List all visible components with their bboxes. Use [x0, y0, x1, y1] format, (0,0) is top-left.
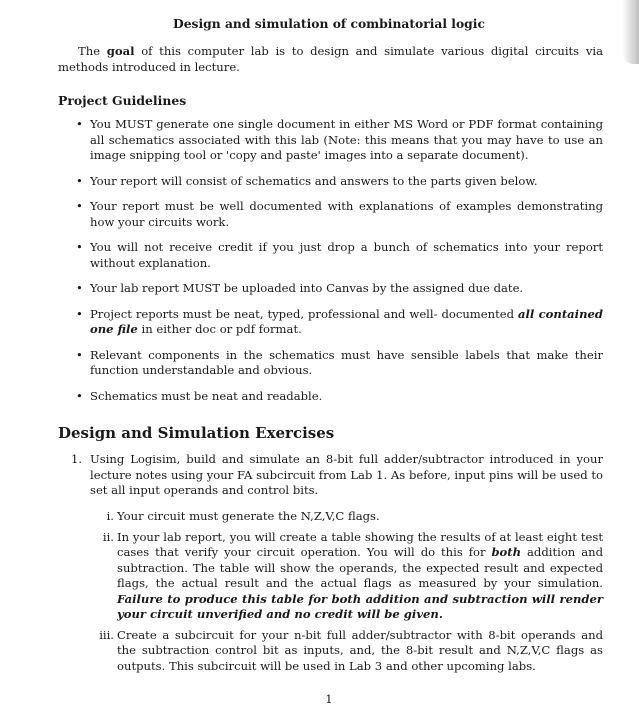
subitem-text: Your circuit must generate the N,Z,V,C flags. — [117, 509, 380, 523]
guideline-item — [58, 199, 603, 230]
intro-pre: The — [78, 44, 107, 58]
guideline-text: Relevant components in the schematics must have sensible labels that make their function understandable and obvious. — [90, 347, 603, 377]
scrollbar-edge — [622, 0, 639, 64]
bullet-icon: • — [76, 173, 83, 188]
subitem-warning: Failure to produce this table for both addition and subtraction will render your circuit unverified and no credit will be given. — [117, 591, 603, 621]
guideline-item — [58, 240, 603, 271]
subitem-i — [96, 509, 603, 525]
subitem-text: In your lab report, you will create a table showing the results of at least eight test cases that verify your circuit operation. You will do this for — [117, 529, 603, 559]
intro-post: of this computer lab is to design and simulate various digital circuits via methods introduced in lecture. — [58, 44, 603, 74]
exercises-heading: Design and Simulation Exercises — [58, 424, 335, 442]
bullet-icon: • — [76, 347, 83, 362]
page-title: Design and simulation of combinatorial logic — [173, 16, 485, 31]
bullet-icon: • — [76, 199, 83, 213]
intro-paragraph — [58, 44, 603, 75]
subitem-text: Create a subcircuit for your n-bit full adder/subtractor with 8-bit operands and the subtraction control bit as inputs, and, the 8-bit result and N,Z,V,C flags as outputs. This subcircuit will be used in Lab 3 and other upcoming labs. — [117, 627, 603, 673]
guideline-item — [58, 348, 603, 379]
guideline-text: You will not receive credit if you just drop a bunch of schematics into your report without explanation. — [90, 240, 603, 270]
subitem-iii — [96, 628, 603, 675]
subitem-text: addition and subtraction. The table will show the operands, the expected result and expected flags, the actual result and the actual flags as measured by your simulation. — [117, 545, 603, 590]
guideline-item — [58, 281, 603, 297]
bullet-icon: • — [76, 281, 83, 295]
exercise-1 — [58, 452, 603, 499]
guideline-text: Your lab report MUST be uploaded into Canvas by the assigned due date. — [90, 281, 524, 295]
bullet-icon: • — [76, 117, 83, 131]
guideline-emphasis: all contained one file — [90, 306, 604, 336]
guidelines-list — [58, 117, 603, 414]
guideline-text: Your report must be well documented with explanations of examples demonstrating how your circuits work. — [90, 199, 603, 229]
guideline-text: Project reports must be neat, typed, professional and well- documented — [90, 306, 518, 321]
guidelines-heading: Project Guidelines — [58, 93, 187, 108]
intro-bold: goal — [106, 44, 135, 58]
guideline-item — [58, 389, 603, 405]
subitem-number: i. — [106, 509, 114, 523]
guideline-text: Schematics must be neat and readable. — [90, 388, 323, 403]
bullet-icon: • — [76, 388, 83, 403]
subitem-number: iii. — [99, 627, 114, 642]
bullet-icon: • — [76, 306, 83, 321]
guideline-text: You MUST generate one single document in either MS Word or PDF format containing all schematics associated with this lab (Note: this means that you may have to use an image snipping tool or 'copy and paste' images into a separate document). — [90, 117, 603, 162]
page-number: 1 — [325, 692, 333, 706]
exercise-1-text: Using Logisim, build and simulate an 8-bit full adder/subtractor introduced in your lecture notes using your FA subcircuit from Lab 1. As before, input pins will be used to set all input operands and control bits. — [90, 452, 603, 497]
subitem-ii — [96, 530, 603, 623]
exercise-1-subitems — [96, 509, 603, 679]
guideline-item — [58, 174, 603, 190]
guideline-item — [58, 117, 603, 164]
guideline-text: Your report will consist of schematics and answers to the parts given below. — [90, 173, 538, 188]
guideline-item — [58, 307, 603, 338]
subitem-number: ii. — [102, 529, 114, 544]
exercise-number: 1. — [71, 452, 83, 466]
guideline-text: in either doc or pdf format. — [137, 322, 302, 336]
bullet-icon: • — [76, 240, 83, 254]
subitem-emphasis: both — [491, 545, 522, 559]
